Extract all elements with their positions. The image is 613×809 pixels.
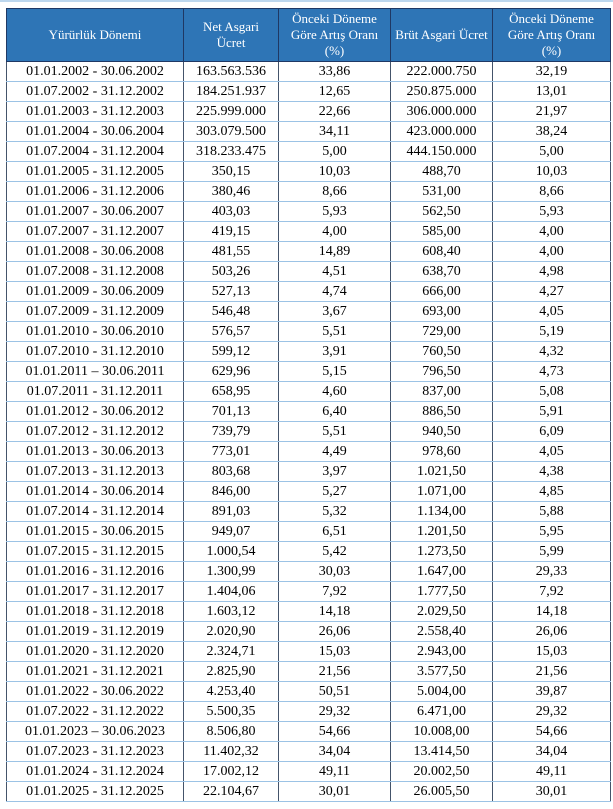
table-row bbox=[7, 462, 611, 482]
cell: 3,91 bbox=[279, 342, 391, 362]
cell: 4,85 bbox=[493, 482, 611, 502]
cell: 5.500,35 bbox=[184, 702, 279, 722]
cell: 01.01.2018 - 31.12.2018 bbox=[7, 602, 184, 622]
table-row bbox=[7, 582, 611, 602]
cell: 01.01.2003 - 31.12.2003 bbox=[7, 102, 184, 122]
cell: 546,48 bbox=[184, 302, 279, 322]
cell: 1.273,50 bbox=[391, 542, 493, 562]
cell: 01.01.2014 - 30.06.2014 bbox=[7, 482, 184, 502]
table-header bbox=[7, 9, 611, 62]
cell: 49,11 bbox=[279, 762, 391, 782]
cell: 891,03 bbox=[184, 502, 279, 522]
cell: 01.01.2023 – 30.06.2023 bbox=[7, 722, 184, 742]
cell: 10,03 bbox=[493, 162, 611, 182]
table-row bbox=[7, 762, 611, 782]
minimum-wage-table bbox=[6, 8, 611, 802]
cell: 54,66 bbox=[279, 722, 391, 742]
cell: 01.01.2019 - 31.12.2019 bbox=[7, 622, 184, 642]
cell: 26.005,50 bbox=[391, 782, 493, 802]
cell: 760,50 bbox=[391, 342, 493, 362]
cell: 350,15 bbox=[184, 162, 279, 182]
cell: 531,00 bbox=[391, 182, 493, 202]
cell: 5,00 bbox=[279, 142, 391, 162]
cell: 940,50 bbox=[391, 422, 493, 442]
cell: 01.07.2010 - 31.12.2010 bbox=[7, 342, 184, 362]
cell: 14,18 bbox=[279, 602, 391, 622]
cell: 576,57 bbox=[184, 322, 279, 342]
cell: 7,92 bbox=[493, 582, 611, 602]
cell: 01.07.2012 - 31.12.2012 bbox=[7, 422, 184, 442]
cell: 01.01.2005 - 31.12.2005 bbox=[7, 162, 184, 182]
cell: 29,32 bbox=[279, 702, 391, 722]
cell: 32,19 bbox=[493, 62, 611, 82]
table-row bbox=[7, 602, 611, 622]
cell: 5,88 bbox=[493, 502, 611, 522]
cell: 29,32 bbox=[493, 702, 611, 722]
table-row bbox=[7, 742, 611, 762]
cell: 1.300,99 bbox=[184, 562, 279, 582]
cell: 739,79 bbox=[184, 422, 279, 442]
cell: 1.000,54 bbox=[184, 542, 279, 562]
cell: 29,33 bbox=[493, 562, 611, 582]
cell: 10.008,00 bbox=[391, 722, 493, 742]
cell: 01.07.2022 - 31.12.2022 bbox=[7, 702, 184, 722]
cell: 488,70 bbox=[391, 162, 493, 182]
cell: 50,51 bbox=[279, 682, 391, 702]
cell: 4,74 bbox=[279, 282, 391, 302]
cell: 01.01.2010 - 30.06.2010 bbox=[7, 322, 184, 342]
cell: 2.943,00 bbox=[391, 642, 493, 662]
table-row bbox=[7, 722, 611, 742]
cell: 14,89 bbox=[279, 242, 391, 262]
cell: 38,24 bbox=[493, 122, 611, 142]
column-header-brut-asgari-ucret: Brüt Asgari Ücret bbox=[391, 9, 493, 62]
cell: 01.07.2002 - 31.12.2002 bbox=[7, 82, 184, 102]
cell: 4,73 bbox=[493, 362, 611, 382]
table-row bbox=[7, 502, 611, 522]
cell: 5,51 bbox=[279, 322, 391, 342]
cell: 701,13 bbox=[184, 402, 279, 422]
cell: 3,97 bbox=[279, 462, 391, 482]
cell: 22.104,67 bbox=[184, 782, 279, 802]
cell: 3,67 bbox=[279, 302, 391, 322]
table-row bbox=[7, 562, 611, 582]
cell: 17.002,12 bbox=[184, 762, 279, 782]
table-row bbox=[7, 482, 611, 502]
cell: 4,51 bbox=[279, 262, 391, 282]
cell: 629,96 bbox=[184, 362, 279, 382]
cell: 225.999.000 bbox=[184, 102, 279, 122]
cell: 5,93 bbox=[493, 202, 611, 222]
cell: 1.777,50 bbox=[391, 582, 493, 602]
cell: 34,04 bbox=[279, 742, 391, 762]
cell: 30,01 bbox=[493, 782, 611, 802]
table-row bbox=[7, 142, 611, 162]
cell: 222.000.750 bbox=[391, 62, 493, 82]
top-rule bbox=[0, 0, 613, 2]
cell: 01.01.2012 - 30.06.2012 bbox=[7, 402, 184, 422]
cell: 01.07.2004 - 31.12.2004 bbox=[7, 142, 184, 162]
cell: 658,95 bbox=[184, 382, 279, 402]
column-header-net-asgari-ucret: Net Asgari Ücret bbox=[184, 9, 279, 62]
cell: 01.01.2002 - 30.06.2002 bbox=[7, 62, 184, 82]
cell: 6,51 bbox=[279, 522, 391, 542]
cell: 30,01 bbox=[279, 782, 391, 802]
cell: 796,50 bbox=[391, 362, 493, 382]
cell: 1.021,50 bbox=[391, 462, 493, 482]
cell: 837,00 bbox=[391, 382, 493, 402]
cell: 4,05 bbox=[493, 442, 611, 462]
cell: 423.000.000 bbox=[391, 122, 493, 142]
cell: 380,46 bbox=[184, 182, 279, 202]
cell: 403,03 bbox=[184, 202, 279, 222]
cell: 11.402,32 bbox=[184, 742, 279, 762]
cell: 5,42 bbox=[279, 542, 391, 562]
cell: 5,15 bbox=[279, 362, 391, 382]
cell: 01.01.2008 - 30.06.2008 bbox=[7, 242, 184, 262]
cell: 4,60 bbox=[279, 382, 391, 402]
table-row bbox=[7, 202, 611, 222]
table-row bbox=[7, 782, 611, 802]
table-row bbox=[7, 302, 611, 322]
cell: 4,49 bbox=[279, 442, 391, 462]
table-row bbox=[7, 442, 611, 462]
cell: 318.233.475 bbox=[184, 142, 279, 162]
cell: 01.01.2006 - 31.12.2006 bbox=[7, 182, 184, 202]
cell: 419,15 bbox=[184, 222, 279, 242]
cell: 5,99 bbox=[493, 542, 611, 562]
table-row bbox=[7, 362, 611, 382]
table-row bbox=[7, 262, 611, 282]
cell: 608,40 bbox=[391, 242, 493, 262]
table-row bbox=[7, 642, 611, 662]
cell: 01.01.2013 - 30.06.2013 bbox=[7, 442, 184, 462]
column-header-net-artis-orani: Önceki Döneme Göre Artış Oranı (%) bbox=[279, 9, 391, 62]
cell: 01.07.2011 - 31.12.2011 bbox=[7, 382, 184, 402]
cell: 01.07.2014 - 31.12.2014 bbox=[7, 502, 184, 522]
cell: 7,92 bbox=[279, 582, 391, 602]
cell: 773,01 bbox=[184, 442, 279, 462]
cell: 949,07 bbox=[184, 522, 279, 542]
cell: 503,26 bbox=[184, 262, 279, 282]
cell: 33,86 bbox=[279, 62, 391, 82]
table-row bbox=[7, 662, 611, 682]
cell: 5,95 bbox=[493, 522, 611, 542]
cell: 14,18 bbox=[493, 602, 611, 622]
table-row bbox=[7, 622, 611, 642]
cell: 5,19 bbox=[493, 322, 611, 342]
table-row bbox=[7, 402, 611, 422]
cell: 638,70 bbox=[391, 262, 493, 282]
cell: 444.150.000 bbox=[391, 142, 493, 162]
cell: 39,87 bbox=[493, 682, 611, 702]
cell: 5,32 bbox=[279, 502, 391, 522]
cell: 5,51 bbox=[279, 422, 391, 442]
cell: 15,03 bbox=[493, 642, 611, 662]
cell: 34,11 bbox=[279, 122, 391, 142]
cell: 13,01 bbox=[493, 82, 611, 102]
cell: 2.029,50 bbox=[391, 602, 493, 622]
table-row bbox=[7, 542, 611, 562]
cell: 1.647,00 bbox=[391, 562, 493, 582]
cell: 01.01.2021 - 31.12.2021 bbox=[7, 662, 184, 682]
cell: 26,06 bbox=[493, 622, 611, 642]
cell: 562,50 bbox=[391, 202, 493, 222]
cell: 250.875.000 bbox=[391, 82, 493, 102]
cell: 21,56 bbox=[279, 662, 391, 682]
cell: 5,91 bbox=[493, 402, 611, 422]
cell: 01.01.2025 - 31.12.2025 bbox=[7, 782, 184, 802]
cell: 01.01.2004 - 30.06.2004 bbox=[7, 122, 184, 142]
cell: 01.07.2009 - 31.12.2009 bbox=[7, 302, 184, 322]
cell: 2.558,40 bbox=[391, 622, 493, 642]
cell: 01.01.2020 - 31.12.2020 bbox=[7, 642, 184, 662]
cell: 01.01.2017 - 31.12.2017 bbox=[7, 582, 184, 602]
cell: 4,00 bbox=[279, 222, 391, 242]
cell: 22,66 bbox=[279, 102, 391, 122]
table-row bbox=[7, 62, 611, 82]
cell: 803,68 bbox=[184, 462, 279, 482]
cell: 978,60 bbox=[391, 442, 493, 462]
table-row bbox=[7, 162, 611, 182]
table-row bbox=[7, 82, 611, 102]
cell: 5,93 bbox=[279, 202, 391, 222]
cell: 01.01.2009 - 30.06.2009 bbox=[7, 282, 184, 302]
cell: 163.563.536 bbox=[184, 62, 279, 82]
cell: 01.01.2024 - 31.12.2024 bbox=[7, 762, 184, 782]
cell: 8.506,80 bbox=[184, 722, 279, 742]
cell: 01.07.2013 - 31.12.2013 bbox=[7, 462, 184, 482]
cell: 5,00 bbox=[493, 142, 611, 162]
cell: 01.01.2007 - 30.06.2007 bbox=[7, 202, 184, 222]
cell: 4,38 bbox=[493, 462, 611, 482]
cell: 1.603,12 bbox=[184, 602, 279, 622]
table-row bbox=[7, 682, 611, 702]
cell: 527,13 bbox=[184, 282, 279, 302]
table-row bbox=[7, 702, 611, 722]
cell: 54,66 bbox=[493, 722, 611, 742]
cell: 8,66 bbox=[279, 182, 391, 202]
cell: 01.01.2011 – 30.06.2011 bbox=[7, 362, 184, 382]
column-header-yururluk-donemi: Yürürlük Dönemi bbox=[7, 9, 184, 62]
cell: 481,55 bbox=[184, 242, 279, 262]
cell: 4,00 bbox=[493, 242, 611, 262]
cell: 729,00 bbox=[391, 322, 493, 342]
cell: 4.253,40 bbox=[184, 682, 279, 702]
cell: 12,65 bbox=[279, 82, 391, 102]
cell: 21,56 bbox=[493, 662, 611, 682]
cell: 6.471,00 bbox=[391, 702, 493, 722]
cell: 306.000.000 bbox=[391, 102, 493, 122]
cell: 20.002,50 bbox=[391, 762, 493, 782]
cell: 4,27 bbox=[493, 282, 611, 302]
cell: 49,11 bbox=[493, 762, 611, 782]
cell: 30,03 bbox=[279, 562, 391, 582]
cell: 15,03 bbox=[279, 642, 391, 662]
cell: 3.577,50 bbox=[391, 662, 493, 682]
column-header-brut-artis-orani: Önceki Döneme Göre Artış Oranı (%) bbox=[493, 9, 611, 62]
table-row bbox=[7, 282, 611, 302]
cell: 693,00 bbox=[391, 302, 493, 322]
cell: 5.004,00 bbox=[391, 682, 493, 702]
cell: 01.07.2023 - 31.12.2023 bbox=[7, 742, 184, 762]
table-row bbox=[7, 382, 611, 402]
cell: 2.020,90 bbox=[184, 622, 279, 642]
cell: 13.414,50 bbox=[391, 742, 493, 762]
table-row bbox=[7, 182, 611, 202]
table-row bbox=[7, 122, 611, 142]
header-row bbox=[7, 9, 611, 62]
cell: 184.251.937 bbox=[184, 82, 279, 102]
cell: 01.01.2016 - 31.12.2016 bbox=[7, 562, 184, 582]
cell: 6,40 bbox=[279, 402, 391, 422]
cell: 2.825,90 bbox=[184, 662, 279, 682]
table-row bbox=[7, 342, 611, 362]
cell: 26,06 bbox=[279, 622, 391, 642]
cell: 4,98 bbox=[493, 262, 611, 282]
cell: 846,00 bbox=[184, 482, 279, 502]
table-row bbox=[7, 322, 611, 342]
cell: 585,00 bbox=[391, 222, 493, 242]
cell: 21,97 bbox=[493, 102, 611, 122]
cell: 666,00 bbox=[391, 282, 493, 302]
cell: 1.201,50 bbox=[391, 522, 493, 542]
cell: 2.324,71 bbox=[184, 642, 279, 662]
table-row bbox=[7, 222, 611, 242]
cell: 10,03 bbox=[279, 162, 391, 182]
cell: 1.071,00 bbox=[391, 482, 493, 502]
cell: 1.134,00 bbox=[391, 502, 493, 522]
cell: 1.404,06 bbox=[184, 582, 279, 602]
cell: 4,00 bbox=[493, 222, 611, 242]
cell: 5,08 bbox=[493, 382, 611, 402]
table-row bbox=[7, 102, 611, 122]
cell: 4,05 bbox=[493, 302, 611, 322]
cell: 599,12 bbox=[184, 342, 279, 362]
cell: 34,04 bbox=[493, 742, 611, 762]
cell: 303.079.500 bbox=[184, 122, 279, 142]
table-row bbox=[7, 422, 611, 442]
table-body bbox=[7, 62, 611, 802]
cell: 01.01.2022 - 30.06.2022 bbox=[7, 682, 184, 702]
table-row bbox=[7, 242, 611, 262]
table-row bbox=[7, 522, 611, 542]
cell: 6,09 bbox=[493, 422, 611, 442]
cell: 01.01.2015 - 30.06.2015 bbox=[7, 522, 184, 542]
cell: 5,27 bbox=[279, 482, 391, 502]
cell: 4,32 bbox=[493, 342, 611, 362]
cell: 01.07.2008 - 31.12.2008 bbox=[7, 262, 184, 282]
cell: 01.07.2015 - 31.12.2015 bbox=[7, 542, 184, 562]
cell: 886,50 bbox=[391, 402, 493, 422]
cell: 01.07.2007 - 31.12.2007 bbox=[7, 222, 184, 242]
cell: 8,66 bbox=[493, 182, 611, 202]
